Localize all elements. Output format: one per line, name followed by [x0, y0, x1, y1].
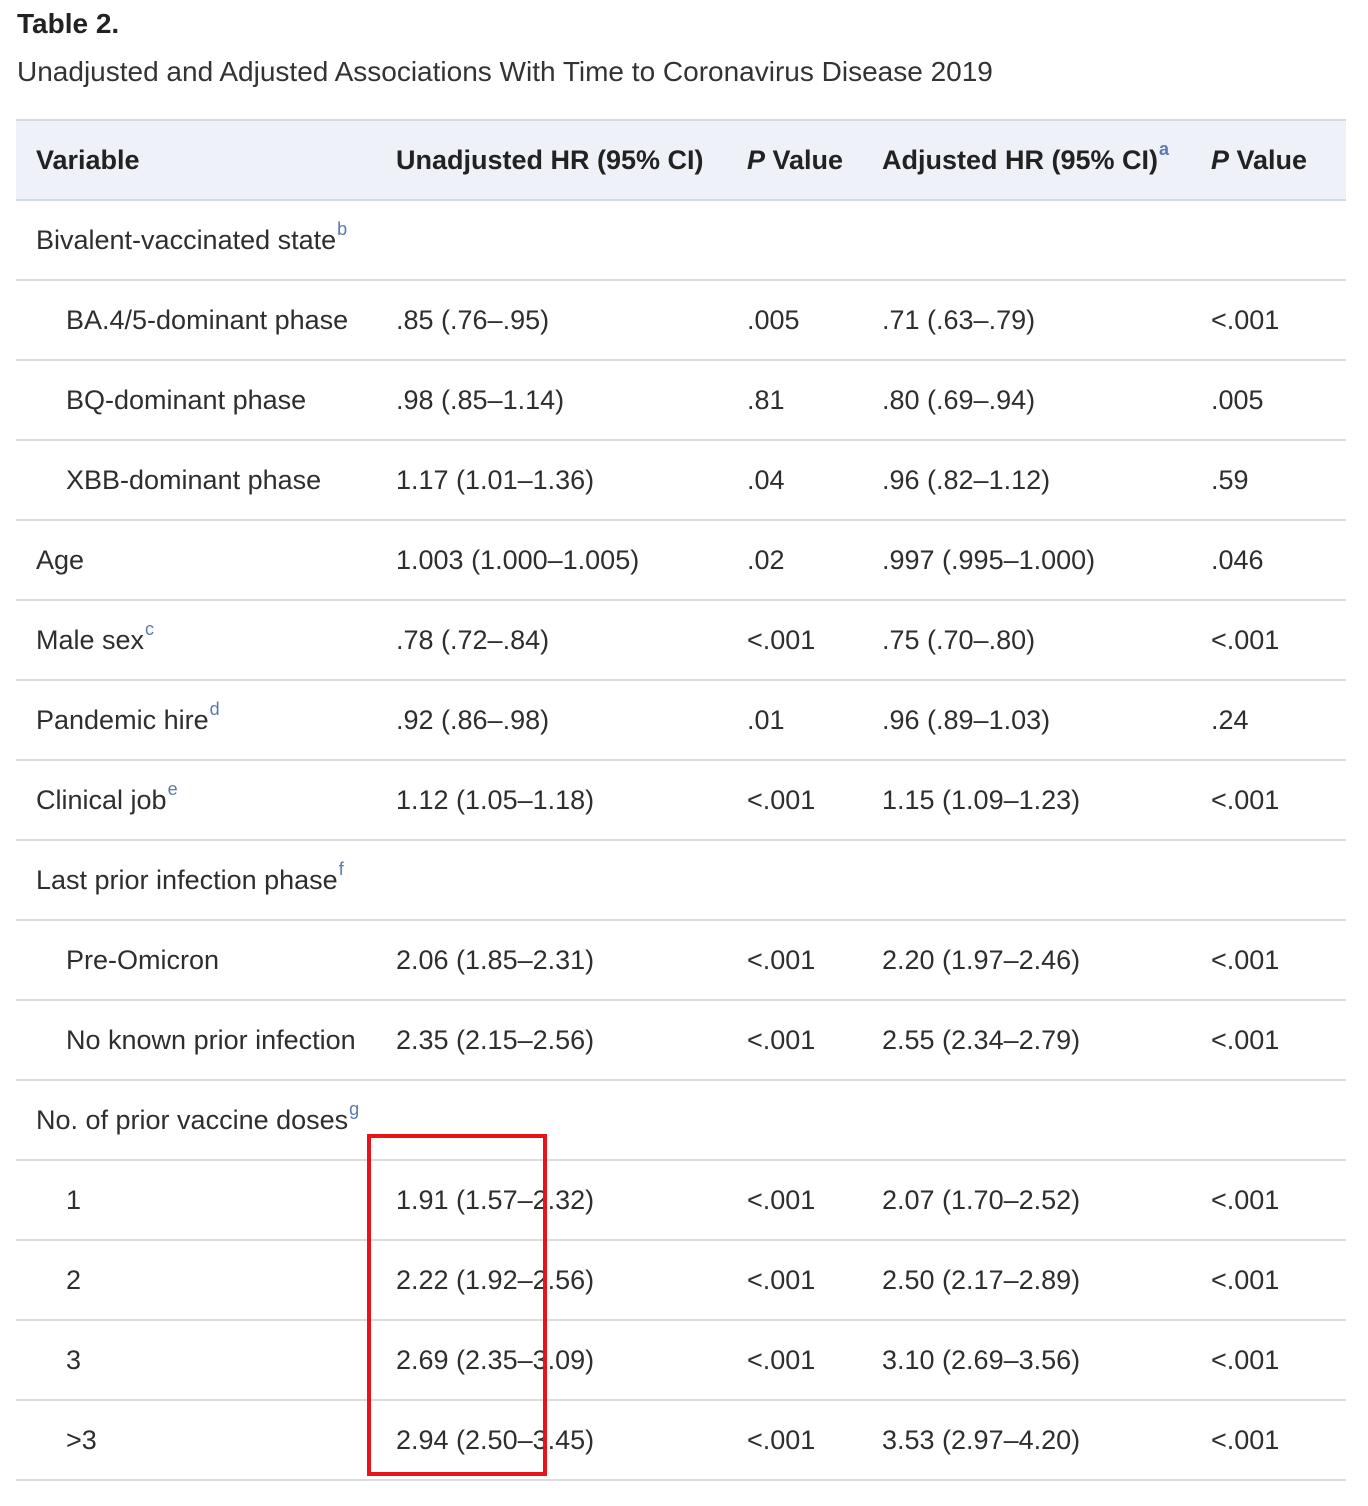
- cell-p-value: [747, 1080, 882, 1160]
- cell-unadjusted-hr: 2.94 (2.50–3.45): [396, 1400, 747, 1480]
- header-adjusted-hr: Adjusted HR (95% CI)$^a$: [882, 120, 1211, 200]
- header-variable: Variable: [16, 120, 396, 200]
- cell-p-value: .005: [747, 280, 882, 360]
- footnote-link-c[interactable]: c: [145, 618, 155, 639]
- cell-unadjusted-hr: .92 (.86–.98): [396, 680, 747, 760]
- cell-variable: >3: [16, 1400, 396, 1480]
- cell-p-value: <.001: [747, 1320, 882, 1400]
- cell-adjusted-hr: [882, 840, 1211, 920]
- cell-p-value-adjusted: <.001: [1211, 600, 1346, 680]
- cell-variable: Male sex$^c$: [16, 600, 396, 680]
- footnote-link-b[interactable]: b: [337, 218, 348, 239]
- cell-adjusted-hr: .96 (.89–1.03): [882, 680, 1211, 760]
- table-row: [16, 1240, 1346, 1320]
- cell-p-value: <.001: [747, 1240, 882, 1320]
- cell-unadjusted-hr: 2.69 (2.35–3.09): [396, 1320, 747, 1400]
- cell-adjusted-hr: 3.10 (2.69–3.56): [882, 1320, 1211, 1400]
- footnote-link-f[interactable]: f: [338, 858, 344, 879]
- table-row: [16, 840, 1346, 920]
- cell-p-value-adjusted: <.001: [1211, 1240, 1346, 1320]
- table-row: [16, 600, 1346, 680]
- table-header-row: [16, 120, 1346, 200]
- header-p-value-adjusted: P Value: [1211, 120, 1346, 200]
- cell-p-value-adjusted: <.001: [1211, 920, 1346, 1000]
- cell-p-value-adjusted: [1211, 200, 1346, 280]
- table-row: [16, 760, 1346, 840]
- cell-adjusted-hr: .75 (.70–.80): [882, 600, 1211, 680]
- cell-unadjusted-hr: 1.17 (1.01–1.36): [396, 440, 747, 520]
- cell-unadjusted-hr: 2.35 (2.15–2.56): [396, 1000, 747, 1080]
- cell-adjusted-hr: .80 (.69–.94): [882, 360, 1211, 440]
- cell-p-value: .04: [747, 440, 882, 520]
- cell-variable: BQ-dominant phase: [16, 360, 396, 440]
- cell-unadjusted-hr: 1.91 (1.57–2.32): [396, 1160, 747, 1240]
- cell-p-value: [747, 840, 882, 920]
- cell-adjusted-hr: 2.07 (1.70–2.52): [882, 1160, 1211, 1240]
- cell-p-value-adjusted: <.001: [1211, 280, 1346, 360]
- cell-p-value: <.001: [747, 920, 882, 1000]
- table-row: [16, 1000, 1346, 1080]
- cell-adjusted-hr: 2.20 (1.97–2.46): [882, 920, 1211, 1000]
- table-row: [16, 680, 1346, 760]
- table-row: [16, 920, 1346, 1000]
- table-label: Table 2.: [17, 8, 120, 39]
- cell-variable: 3: [16, 1320, 396, 1400]
- footnote-link-g[interactable]: g: [349, 1098, 360, 1119]
- cell-variable: No. of prior vaccine doses$^g$: [16, 1080, 396, 1160]
- cell-unadjusted-hr: 2.06 (1.85–2.31): [396, 920, 747, 1000]
- cell-variable: Bivalent-vaccinated state$^b$: [16, 200, 396, 280]
- cell-unadjusted-hr: [396, 200, 747, 280]
- cell-p-value: .81: [747, 360, 882, 440]
- cell-p-value-adjusted: .046: [1211, 520, 1346, 600]
- cell-unadjusted-hr: .98 (.85–1.14): [396, 360, 747, 440]
- cell-p-value: .02: [747, 520, 882, 600]
- table-row: [16, 440, 1346, 520]
- cell-variable: 1: [16, 1160, 396, 1240]
- cell-variable: No known prior infection: [16, 1000, 396, 1080]
- results-table: [16, 119, 1346, 1481]
- cell-adjusted-hr: 3.53 (2.97–4.20): [882, 1400, 1211, 1480]
- cell-unadjusted-hr: .85 (.76–.95): [396, 280, 747, 360]
- cell-adjusted-hr: .997 (.995–1.000): [882, 520, 1211, 600]
- cell-variable: Clinical job$^e$: [16, 760, 396, 840]
- cell-p-value-adjusted: [1211, 840, 1346, 920]
- cell-variable: 2: [16, 1240, 396, 1320]
- cell-unadjusted-hr: [396, 1080, 747, 1160]
- table-row: [16, 200, 1346, 280]
- footnote-link-a[interactable]: a: [1159, 138, 1170, 159]
- cell-p-value: <.001: [747, 1400, 882, 1480]
- cell-p-value: [747, 200, 882, 280]
- cell-p-value: <.001: [747, 600, 882, 680]
- cell-p-value-adjusted: <.001: [1211, 1400, 1346, 1480]
- cell-p-value-adjusted: .24: [1211, 680, 1346, 760]
- cell-unadjusted-hr: 2.22 (1.92–2.56): [396, 1240, 747, 1320]
- cell-p-value-adjusted: <.001: [1211, 1160, 1346, 1240]
- cell-p-value: <.001: [747, 1160, 882, 1240]
- cell-variable: Pre-Omicron: [16, 920, 396, 1000]
- cell-p-value: <.001: [747, 1000, 882, 1080]
- cell-adjusted-hr: [882, 200, 1211, 280]
- cell-p-value-adjusted: .59: [1211, 440, 1346, 520]
- cell-p-value: .01: [747, 680, 882, 760]
- header-p-value: P Value: [747, 120, 882, 200]
- cell-adjusted-hr: [882, 1080, 1211, 1160]
- cell-variable: Pandemic hire$^d$: [16, 680, 396, 760]
- cell-adjusted-hr: 2.55 (2.34–2.79): [882, 1000, 1211, 1080]
- cell-p-value-adjusted: <.001: [1211, 760, 1346, 840]
- cell-unadjusted-hr: 1.12 (1.05–1.18): [396, 760, 747, 840]
- cell-variable: Age: [16, 520, 396, 600]
- cell-variable: BA.4/5-dominant phase: [16, 280, 396, 360]
- cell-p-value-adjusted: <.001: [1211, 1000, 1346, 1080]
- cell-unadjusted-hr: [396, 840, 747, 920]
- header-unadjusted-hr: Unadjusted HR (95% CI): [396, 120, 747, 200]
- cell-p-value-adjusted: [1211, 1080, 1346, 1160]
- table-row: [16, 1080, 1346, 1160]
- cell-adjusted-hr: 2.50 (2.17–2.89): [882, 1240, 1211, 1320]
- footnote-link-d[interactable]: d: [209, 698, 220, 719]
- table-row: [16, 1400, 1346, 1480]
- cell-p-value-adjusted: <.001: [1211, 1320, 1346, 1400]
- cell-adjusted-hr: 1.15 (1.09–1.23): [882, 760, 1211, 840]
- table-row: [16, 520, 1346, 600]
- table-row: [16, 280, 1346, 360]
- table-row: [16, 360, 1346, 440]
- footnote-link-e[interactable]: e: [167, 778, 178, 799]
- table-row: [16, 1160, 1346, 1240]
- table-caption: Unadjusted and Adjusted Associations With Time to Coronavirus Disease 2019: [17, 56, 993, 87]
- cell-unadjusted-hr: .78 (.72–.84): [396, 600, 747, 680]
- cell-p-value-adjusted: .005: [1211, 360, 1346, 440]
- cell-p-value: <.001: [747, 760, 882, 840]
- cell-variable: Last prior infection phase$^f$: [16, 840, 396, 920]
- cell-variable: XBB-dominant phase: [16, 440, 396, 520]
- cell-adjusted-hr: .96 (.82–1.12): [882, 440, 1211, 520]
- table-row: [16, 1320, 1346, 1400]
- cell-unadjusted-hr: 1.003 (1.000–1.005): [396, 520, 747, 600]
- cell-adjusted-hr: .71 (.63–.79): [882, 280, 1211, 360]
